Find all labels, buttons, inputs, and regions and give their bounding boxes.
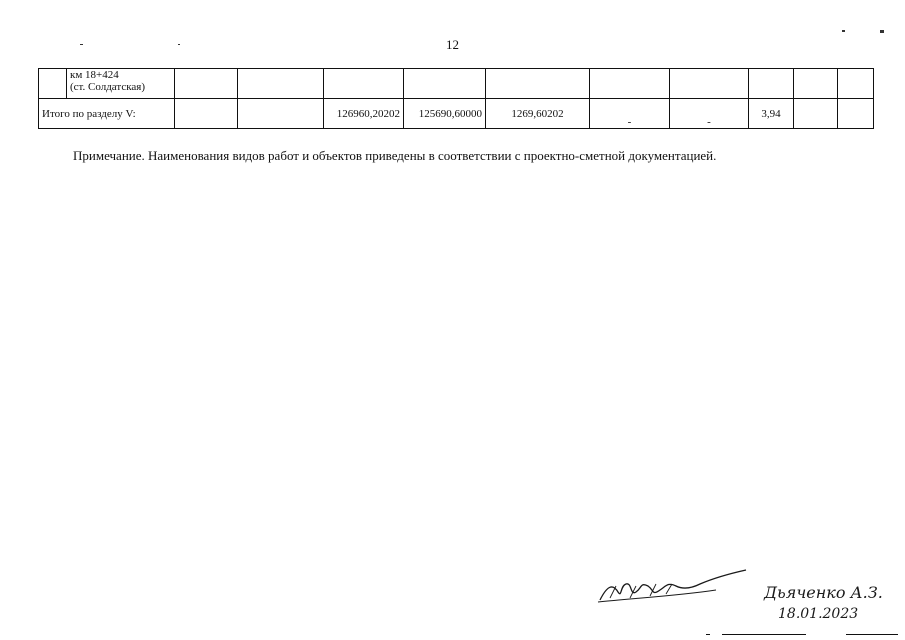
- table-cell: [39, 69, 67, 99]
- signature-scribble: [596, 568, 756, 608]
- total-col9: 3,94: [749, 99, 794, 129]
- total-col4: 126960,20202: [324, 99, 404, 129]
- svg-text:18.01.2023: 18.01.2023: [778, 606, 859, 622]
- table-row: [39, 69, 874, 99]
- table-cell: [794, 69, 838, 99]
- table-cell: [324, 69, 404, 99]
- total-row: [39, 99, 874, 129]
- table-cell: [404, 69, 486, 99]
- total-col7: -: [590, 99, 670, 129]
- total-col6: 1269,60202: [486, 99, 590, 129]
- handwritten-name: [762, 574, 892, 624]
- bottom-rule: [846, 634, 898, 635]
- svg-text:Дьяченко А.З.: Дьяченко А.З.: [764, 583, 883, 602]
- table-cell: [238, 69, 324, 99]
- table-cell: [749, 69, 794, 99]
- table-cell: [838, 99, 874, 129]
- scan-speck: [178, 44, 180, 45]
- total-col8: -: [670, 99, 749, 129]
- scan-speck: [80, 44, 83, 45]
- total-label: Итого по разделу V:: [39, 99, 175, 129]
- bottom-rule: [706, 634, 710, 635]
- total-col5: 125690,60000: [404, 99, 486, 129]
- table-cell: [175, 99, 238, 129]
- table-cell: [175, 69, 238, 99]
- table-cell: [838, 69, 874, 99]
- table-cell: [670, 69, 749, 99]
- table-cell: [238, 99, 324, 129]
- table-cell: [590, 69, 670, 99]
- page-number: 12: [446, 37, 459, 52]
- scan-speck: [880, 30, 884, 33]
- site-cell: км 18+424 (ст. Солдатская): [67, 69, 175, 99]
- table-cell: [486, 69, 590, 99]
- scan-speck: [842, 30, 845, 32]
- works-table: [38, 68, 874, 129]
- note-text: Примечание. Наименования видов работ и объектов приведены в соответствии с проектно-сметной документацией.: [73, 148, 717, 163]
- table-cell: [794, 99, 838, 129]
- bottom-rule: [722, 634, 806, 635]
